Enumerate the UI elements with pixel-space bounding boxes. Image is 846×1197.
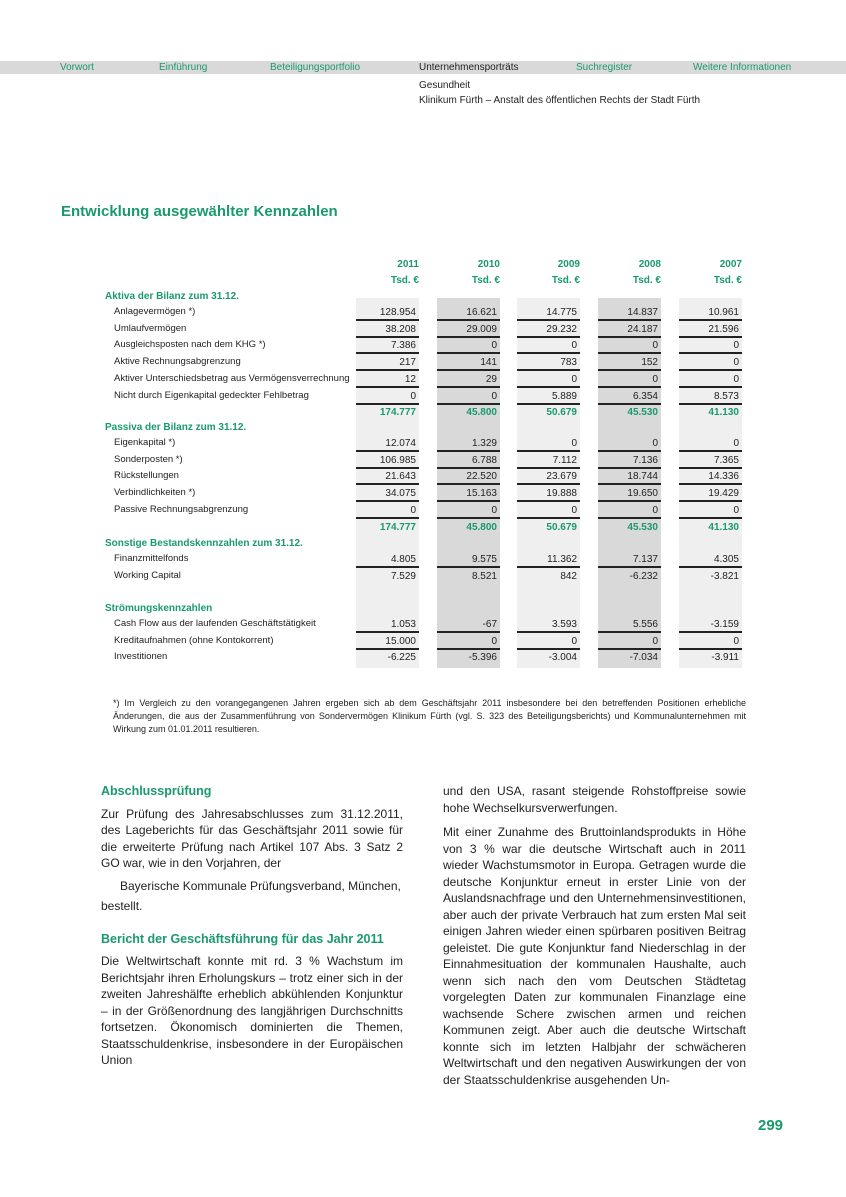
total-cell: 50.679	[546, 521, 577, 533]
table-cell: 128.954	[356, 305, 419, 321]
table-cell: 15.000	[356, 634, 419, 650]
table-cell: -3.004	[548, 652, 577, 664]
table-cell: 12.074	[356, 436, 419, 452]
table-cell: 152	[598, 355, 661, 371]
table-cell: 1.053	[356, 617, 419, 633]
table-cell: 0	[598, 436, 661, 452]
audit-paragraph-end: bestellt.	[101, 899, 143, 913]
table-cell: -3.159	[679, 617, 742, 633]
nav-beteiligungsportfolio[interactable]: Beteiligungsportfolio	[270, 62, 361, 73]
table-cell: 15.163	[437, 486, 500, 502]
table-cell: 0	[517, 436, 580, 452]
year-header: 2010	[477, 259, 500, 270]
table-cell: 217	[356, 355, 419, 371]
table-cell: 7.529	[390, 570, 416, 582]
table-cell: 7.386	[356, 338, 419, 354]
row-label: Umlaufvermögen	[114, 322, 187, 334]
row-label: Rückstellungen	[114, 470, 179, 482]
table-cell: 14.336	[679, 469, 742, 485]
total-cell: 174.777	[379, 521, 416, 533]
table-cell: 18.744	[598, 469, 661, 485]
table-cell: 10.961	[679, 305, 742, 321]
footnote: *) Im Vergleich zu den vorangegangenen Jahren ergeben sich ab dem Geschäftsjahr 2011 insbesondere bei den betreffenden Positionen erhebliche Änderungen, die aus der Zusammenführung von Sondervermögen Klinikum Fürth (vgl. S. 323 des Beteiligungsberichts) und Kommunalunternehmen mit Wirkung zum 01.01.2011 resultieren.	[113, 698, 746, 734]
table-cell: 21.643	[356, 469, 419, 485]
unit-header: Tsd. €	[632, 275, 661, 286]
table-cell: 0	[437, 503, 500, 519]
table-cell: -6.232	[629, 570, 658, 582]
report-paragraph-1-cont: und den USA, rasant steigende Rohstoffpreise sowie hohe Wechselkursverwerfungen.	[443, 784, 746, 815]
nav-einfuehrung[interactable]: Einführung	[159, 62, 208, 73]
section-title: Passiva der Bilanz zum 31.12.	[105, 422, 247, 433]
table-cell: 0	[679, 355, 742, 371]
table-cell: -6.225	[387, 652, 416, 664]
table-cell: 23.679	[517, 469, 580, 485]
unit-header: Tsd. €	[471, 275, 500, 286]
page-title: Entwicklung ausgewählter Kennzahlen	[61, 203, 338, 220]
total-cell: 45.530	[627, 407, 658, 419]
total-cell: 50.679	[546, 407, 577, 419]
row-label: Aktiver Unterschiedsbetrag aus Vermögensverrechnung	[114, 372, 350, 384]
table-cell: 106.985	[356, 453, 419, 469]
table-cell: 29.232	[517, 322, 580, 338]
table-cell: 24.187	[598, 322, 661, 338]
breadcrumb-category: Gesundheit	[419, 80, 471, 91]
table-cell: 9.575	[437, 552, 500, 568]
unit-header: Tsd. €	[713, 275, 742, 286]
table-cell: 19.888	[517, 486, 580, 502]
table-cell: 0	[517, 503, 580, 519]
row-label: Passive Rechnungsabgrenzung	[114, 503, 249, 515]
total-cell: 45.800	[466, 521, 497, 533]
table-cell: 0	[598, 503, 661, 519]
total-cell: 41.130	[708, 407, 739, 419]
row-label: Cash Flow aus der laufenden Geschäftstätigkeit	[114, 618, 316, 629]
table-cell: 7.112	[517, 453, 580, 469]
year-header: 2011	[397, 259, 419, 270]
table-cell: 0	[356, 389, 419, 405]
table-cell: 1.329	[437, 436, 500, 452]
row-label: Sonderposten *)	[114, 453, 183, 465]
table-cell: 783	[517, 355, 580, 371]
table-cell: 19.429	[679, 486, 742, 502]
table-cell: 0	[517, 372, 580, 388]
table-cell: 0	[598, 372, 661, 388]
unit-header: Tsd. €	[551, 275, 580, 286]
table-cell: -3.911	[711, 652, 739, 664]
row-label: Investitionen	[114, 651, 168, 663]
row-label: Verbindlichkeiten *)	[114, 487, 196, 499]
row-label: Kreditaufnahmen (ohne Kontokorrent)	[114, 634, 274, 646]
auditor-name: Bayerische Kommunale Prüfungsverband, München,	[120, 878, 401, 893]
section-title: Sonstige Bestandskennzahlen zum 31.12.	[105, 538, 303, 549]
table-cell: 0	[517, 338, 580, 354]
report-paragraph-2: Mit einer Zunahme des Bruttoinlandsprodukts in Höhe von 3 % war die deutsche Wirtschaft auch in 2011 wieder Wachstumsmotor in Europa. Getragen wurde die deutsche Konjunktur erneut in erster Linie von der Auslandsnachfrage und den Unternehmensinvestitionen, aber auch der private Verbrauch hat zum ersten Mal seit einigen Jahren wieder einen spürbaren positiven Beitrag geleistet. Die gute Konjunktur fand Niederschlag in der Einnahmesituation der kommunalen Haushalte, auch wenn sich nach den vom Deutschen Städtetag vorgelegten Daten zur kommunalen Finanzlage eine wachsende Schere zwischen armen und reichen Kommunen zeigt. Aber auch die deutsche Wirtschaft konnte sich im letzten Halbjahr der schwächeren Weltwirtschaft und den negativen Auswirkungen der von der Staatsschuldenkrise ausgehenden Un-	[443, 825, 746, 1087]
nav-weitere-informationen[interactable]: Weitere Informationen	[693, 62, 792, 73]
table-cell: 3.593	[517, 617, 580, 633]
table-cell: 38.208	[356, 322, 419, 338]
table-cell: 842	[560, 570, 577, 582]
row-label: Working Capital	[114, 569, 181, 581]
table-cell: 14.775	[517, 305, 580, 321]
table-cell: 4.805	[356, 552, 419, 568]
row-label: Nicht durch Eigenkapital gedeckter Fehlbetrag	[114, 389, 309, 401]
year-header: 2009	[557, 259, 580, 270]
nav-unternehmensportraets[interactable]: Unternehmensporträts	[419, 62, 519, 73]
year-header: 2008	[638, 259, 661, 270]
table-cell: 0	[437, 338, 500, 354]
table-cell: 0	[679, 503, 742, 519]
table-cell: 14.837	[598, 305, 661, 321]
breadcrumb-company: Klinikum Fürth – Anstalt des öffentlichen Rechts der Stadt Fürth	[419, 95, 701, 106]
table-cell: 21.596	[679, 322, 742, 338]
unit-header: Tsd. €	[390, 275, 419, 286]
table-cell: 11.362	[517, 552, 580, 568]
table-cell: 141	[437, 355, 500, 371]
row-label: Ausgleichsposten nach dem KHG *)	[114, 339, 266, 351]
audit-paragraph: Zur Prüfung des Jahresabschlusses zum 31.12.2011, des Lageberichts für das Geschäftsjahr 2011 sowie für die erweiterte Prüfung nach Artikel 107 Abs. 3 Satz 2 GO war, wie in den Vorjahren, der	[101, 806, 403, 870]
table-cell: 0	[598, 338, 661, 354]
year-header: 2007	[719, 259, 742, 270]
table-cell: 29.009	[437, 322, 500, 338]
table-cell: 34.075	[356, 486, 419, 502]
section-title: Strömungskennzahlen	[105, 603, 213, 614]
table-cell: 6.354	[598, 389, 661, 405]
nav-suchregister[interactable]: Suchregister	[576, 62, 633, 73]
table-cell: 5.556	[598, 617, 661, 633]
table-cell: -5.396	[468, 652, 497, 664]
table-cell: 4.305	[679, 552, 742, 568]
nav-vorwort[interactable]: Vorwort	[60, 62, 94, 73]
row-label: Anlagevermögen *)	[114, 306, 196, 317]
table-cell: 0	[356, 503, 419, 519]
table-cell: 0	[679, 634, 742, 650]
page-number: 299	[758, 1117, 784, 1134]
row-label: Eigenkapital *)	[114, 437, 176, 448]
table-cell: 12	[356, 372, 419, 388]
table-cell: 0	[598, 634, 661, 650]
table-cell: -3.821	[710, 570, 739, 582]
audit-heading: Abschlussprüfung	[101, 784, 212, 798]
table-cell: 0	[517, 634, 580, 650]
report-heading: Bericht der Geschäftsführung für das Jahr 2011	[101, 931, 384, 946]
table-cell: 7.136	[598, 453, 661, 469]
table-cell: 7.137	[598, 552, 661, 568]
right-column	[443, 783, 746, 1088]
table-cell: 7.365	[679, 453, 742, 469]
table-cell: 0	[679, 372, 742, 388]
table-cell: 19.650	[598, 486, 661, 502]
table-cell: 6.788	[437, 453, 500, 469]
table-cell: 0	[437, 389, 500, 405]
table-cell: 0	[437, 634, 500, 650]
table-cell: -67	[437, 617, 500, 633]
top-navigation	[0, 61, 846, 74]
total-cell: 41.130	[708, 521, 739, 533]
table-cell: 0	[679, 436, 742, 452]
left-column	[101, 783, 403, 1069]
table-cell: 8.521	[471, 570, 497, 582]
table-cell: 5.889	[517, 389, 580, 405]
row-label: Finanzmittelfonds	[114, 553, 189, 564]
total-cell: 45.530	[627, 521, 658, 533]
table-cell: -7.034	[629, 652, 658, 664]
table-cell: 0	[679, 338, 742, 354]
total-cell: 174.777	[379, 407, 416, 419]
row-label: Aktive Rechnungsabgrenzung	[114, 356, 241, 368]
total-cell: 45.800	[466, 407, 497, 419]
table-cell: 8.573	[679, 389, 742, 405]
section-title: Aktiva der Bilanz zum 31.12.	[105, 291, 239, 302]
report-paragraph-1: Die Weltwirtschaft konnte mit rd. 3 % Wachstum im Berichtsjahr ihren Erholungskurs – trotz einer sich in der zweiten Jahreshälfte erheblich abkühlenden Konjunktur – in der Größenordnung des langjährigen Durchschnitts fortsetzen. Ökonomisch dominierten die Themen, Staatsschuldenkrise, insbesondere in der Europäischen Union	[101, 954, 403, 1067]
table-cell: 29	[437, 372, 500, 388]
table-cell: 22.520	[437, 469, 500, 485]
table-cell: 16.621	[437, 305, 500, 321]
